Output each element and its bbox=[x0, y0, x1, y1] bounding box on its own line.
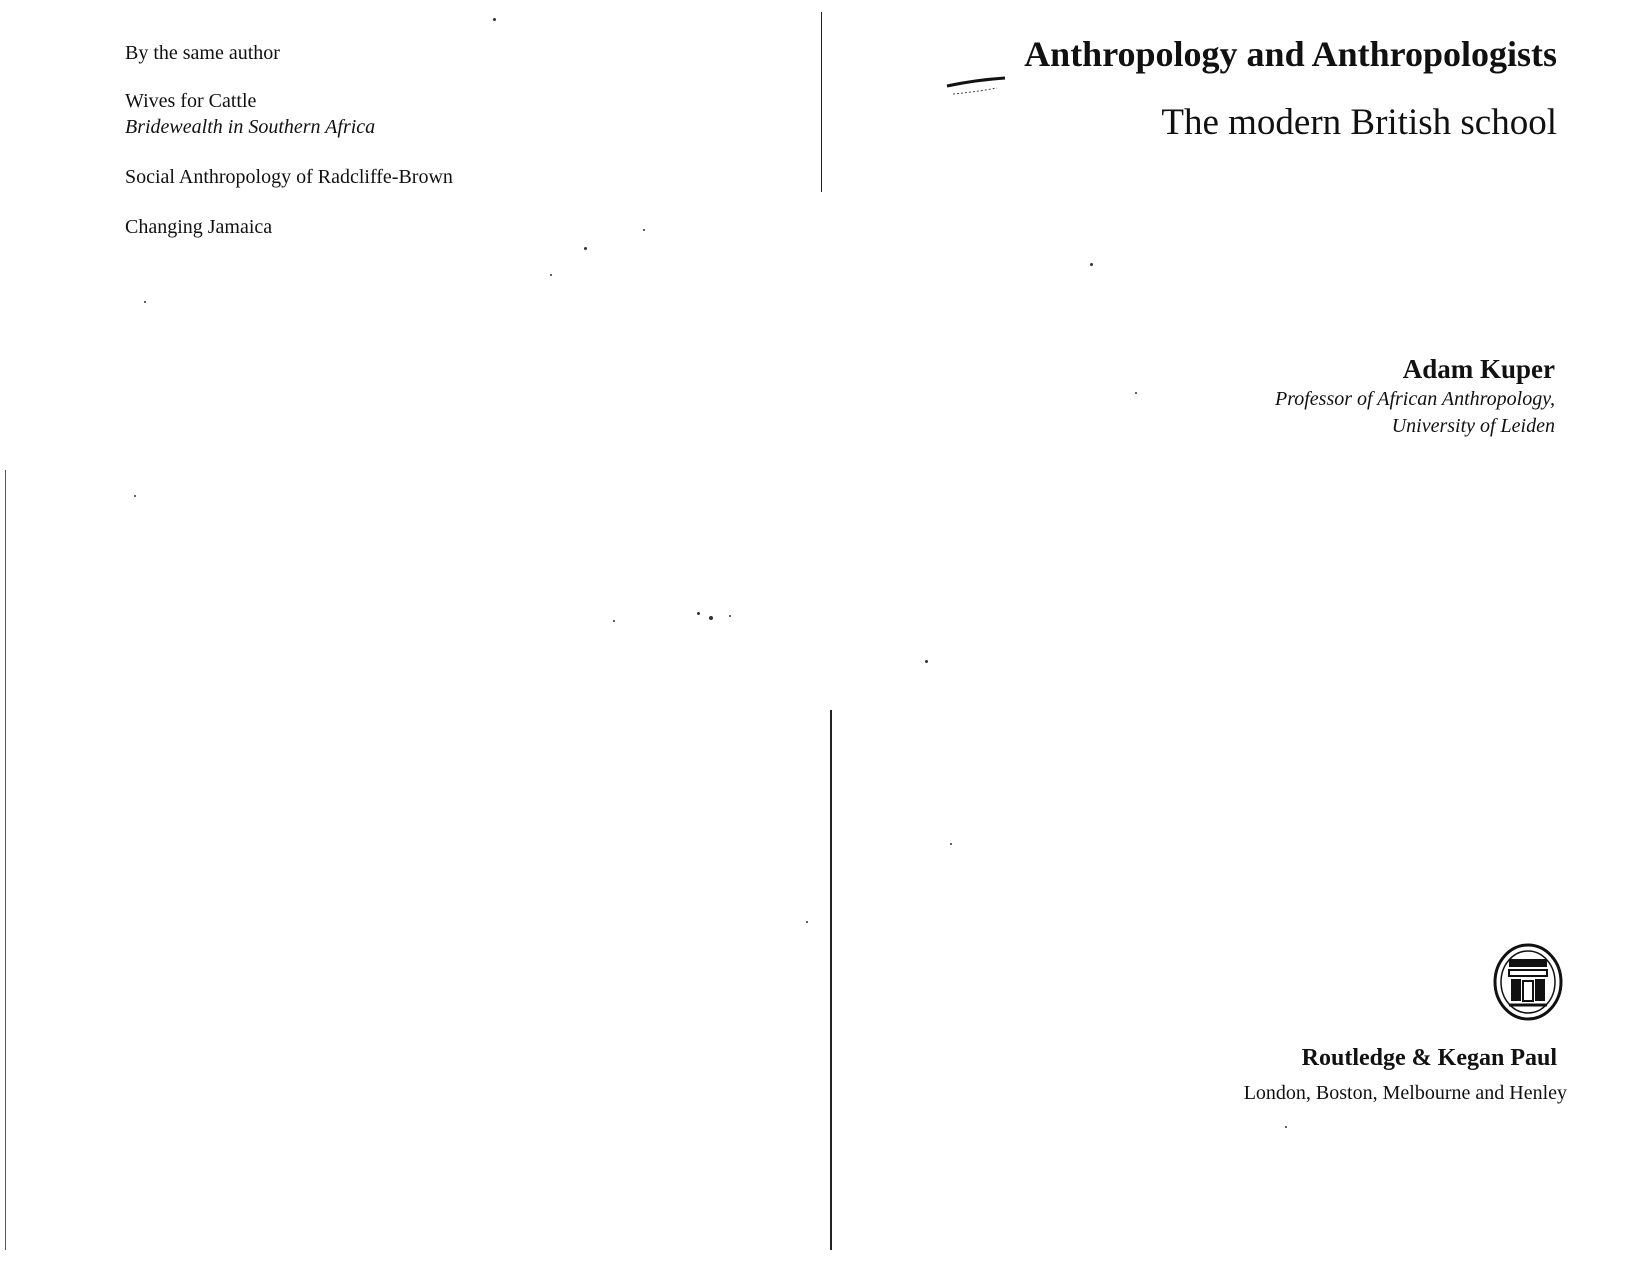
also-by-section bbox=[125, 40, 725, 264]
scan-speck bbox=[697, 612, 700, 615]
author-role: Professor of African Anthropology, bbox=[1274, 388, 1555, 410]
scan-speck bbox=[925, 660, 928, 663]
book-title: Social Anthropology of Radcliffe-Brown bbox=[125, 166, 453, 188]
author-affiliation: University of Leiden bbox=[1391, 415, 1555, 437]
scan-speck bbox=[729, 615, 731, 617]
right-page bbox=[820, 0, 1637, 1267]
book-entry bbox=[125, 88, 725, 140]
book-title: Wives for Cattle bbox=[125, 90, 257, 112]
book-subtitle: Bridewealth in Southern Africa bbox=[125, 116, 376, 138]
also-by-heading: By the same author bbox=[125, 42, 280, 64]
scan-speck bbox=[1090, 263, 1093, 266]
scan-speck bbox=[134, 495, 136, 497]
scan-speck bbox=[613, 620, 615, 622]
page-edge-line bbox=[5, 470, 6, 1250]
publisher-logo-icon bbox=[1493, 943, 1563, 1021]
publisher-places: London, Boston, Melbourne and Henley bbox=[1243, 1082, 1567, 1104]
book-subtitle-heading: The modern British school bbox=[1161, 102, 1557, 143]
scan-speck bbox=[144, 301, 146, 303]
book-main-title: Anthropology and Anthropologists bbox=[1024, 34, 1557, 74]
author-block bbox=[1055, 352, 1555, 440]
scan-speck bbox=[950, 843, 952, 845]
book-entry bbox=[125, 214, 725, 240]
scan-speck bbox=[493, 18, 496, 21]
scan-speck bbox=[709, 616, 713, 620]
scan-speck bbox=[806, 921, 808, 923]
scan-speck bbox=[1285, 1126, 1287, 1128]
book-entry bbox=[125, 164, 725, 190]
publisher-name: Routledge & Kegan Paul bbox=[1301, 1045, 1557, 1071]
pen-underline-mark bbox=[945, 74, 1015, 98]
title-block bbox=[817, 30, 1557, 148]
scan-speck bbox=[550, 274, 552, 276]
scan-speck bbox=[584, 247, 587, 250]
author-name: Adam Kuper bbox=[1402, 354, 1555, 384]
scan-speck bbox=[643, 229, 645, 231]
book-title: Changing Jamaica bbox=[125, 216, 273, 238]
scan-speck bbox=[1135, 392, 1137, 394]
